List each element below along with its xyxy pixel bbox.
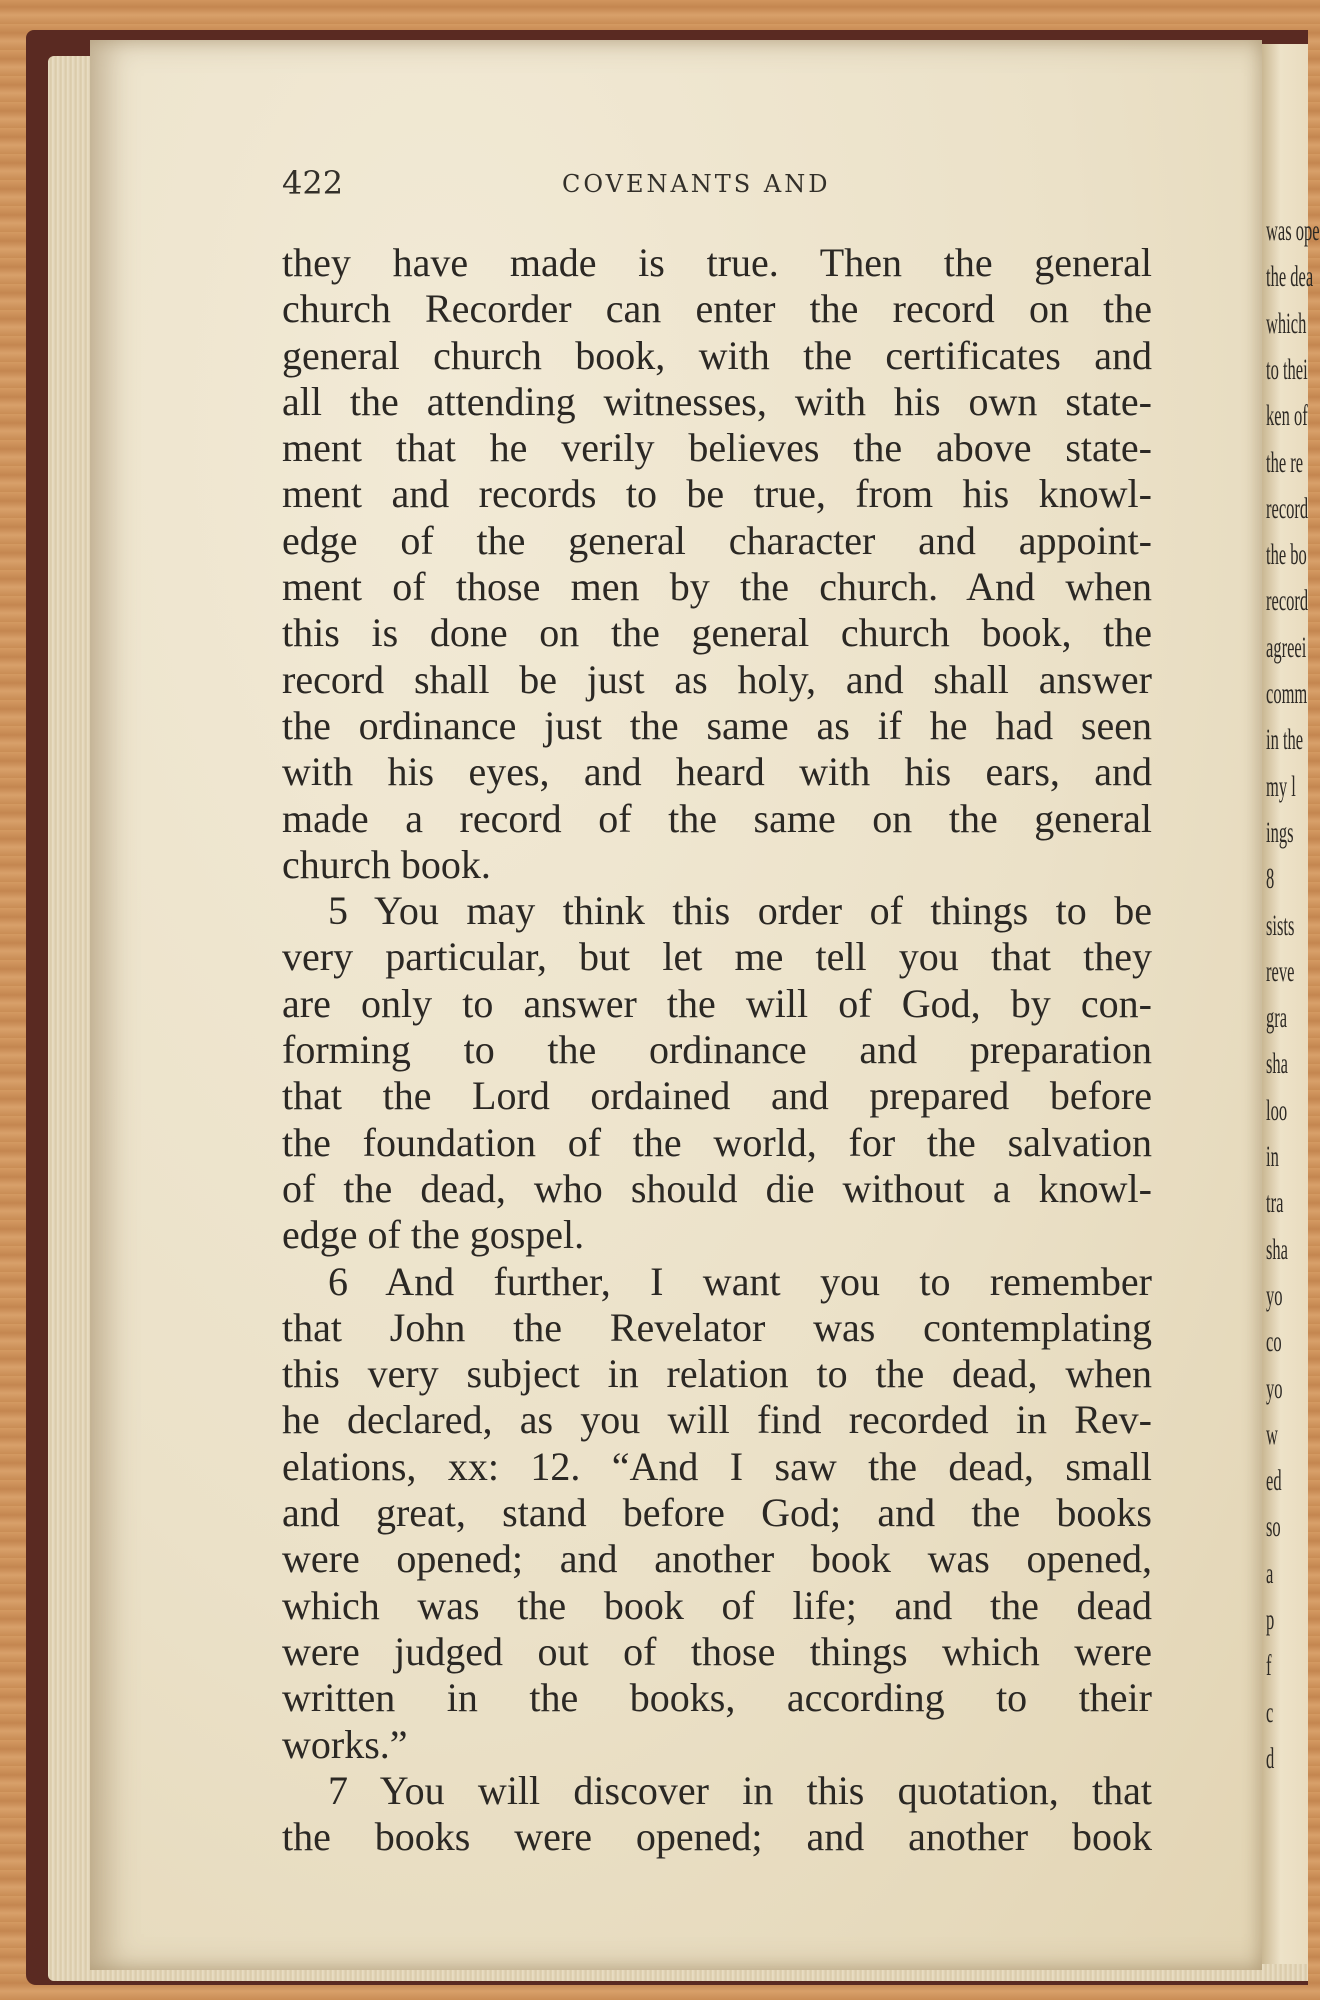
next-page-fragment: yo	[1266, 1278, 1283, 1312]
text-line: the foundation of the world, for the salvation	[282, 1119, 1152, 1165]
text-line: works.”	[282, 1721, 408, 1767]
text-line: this very subject in relation to the dead, when	[282, 1351, 1152, 1397]
text-line: made a record of the same on the general	[282, 795, 1152, 841]
body-text	[282, 240, 1152, 1860]
text-line: written in the books, according to their	[282, 1675, 1152, 1721]
text-line: forming to the ordinance and preparation	[282, 1027, 1152, 1073]
next-page-fragment: yo	[1266, 1371, 1283, 1405]
next-page-fragment: 8	[1266, 862, 1275, 896]
next-page-fragment: ings	[1266, 815, 1294, 849]
next-page-fragment: in the	[1266, 723, 1304, 757]
next-page-fragment: loo	[1266, 1093, 1288, 1127]
text-line: are only to answer the will of God, by con-	[282, 980, 1152, 1026]
next-page-fragment: record	[1266, 491, 1309, 525]
text-line: were opened; and another book was opened,	[282, 1536, 1152, 1582]
next-page-fragment: record	[1266, 584, 1309, 618]
next-page-fragment: to thei	[1266, 352, 1308, 386]
text-line: which was the book of life; and the dead	[282, 1582, 1152, 1628]
next-page-fragment: comm	[1266, 677, 1308, 710]
text-line: he declared, as you will find recorded in Rev-	[282, 1397, 1152, 1443]
next-page-fragment: the bo	[1266, 538, 1307, 572]
next-page-fragment: ed	[1266, 1464, 1282, 1498]
text-line: that John the Revelator was contemplating	[282, 1304, 1152, 1350]
text-line: ment that he verily believes the above state-	[282, 425, 1152, 471]
next-page-fragment: f	[1266, 1649, 1272, 1683]
next-page-fragment: reve	[1266, 954, 1295, 988]
next-page-fragment: agreei	[1266, 630, 1307, 664]
next-page-fragment: sha	[1266, 1232, 1288, 1266]
text-line: this is done on the general church book, the	[282, 610, 1152, 656]
text-line: the ordinance just the same as if he had seen	[282, 702, 1152, 748]
text-line: church book.	[282, 841, 491, 887]
next-page-fragment: d	[1266, 1741, 1275, 1775]
text-line: and great, stand before God; and the books	[282, 1490, 1152, 1536]
text-line: with his eyes, and heard with his ears, and	[282, 749, 1152, 795]
next-page-fragment: so	[1266, 1510, 1281, 1544]
next-page-fragment: the re	[1266, 445, 1304, 479]
next-page-fragment: a	[1266, 1556, 1274, 1590]
text-line: were judged out of those things which were	[282, 1628, 1152, 1674]
text-line: very particular, but let me tell you that they	[282, 934, 1152, 980]
next-page-fragment: sha	[1266, 1047, 1288, 1081]
text-line: record shall be just as holy, and shall answer	[282, 656, 1152, 702]
text-line: church Recorder can enter the record on the	[282, 286, 1152, 332]
next-page-fragment: co	[1266, 1325, 1282, 1359]
running-head: COVENANTS AND	[562, 170, 831, 198]
next-page-fragment: w	[1266, 1417, 1278, 1451]
next-page-edge	[1262, 44, 1320, 1964]
text-line: 5 You may think this order of things to be	[328, 888, 1152, 934]
next-page-fragment: my l	[1266, 769, 1296, 803]
next-page-fragment: which	[1266, 306, 1307, 340]
next-page-fragment: c	[1266, 1695, 1274, 1729]
text-line: that the Lord ordained and prepared before	[282, 1073, 1152, 1119]
text-line: edge of the general character and appoint-	[282, 517, 1152, 563]
page-header	[282, 164, 1152, 208]
text-line: the books were opened; and another book	[282, 1814, 1152, 1860]
text-line: edge of the gospel.	[282, 1212, 585, 1258]
next-page-fragment: was ope	[1266, 214, 1320, 247]
page-number: 422	[282, 164, 344, 202]
next-page-fragment: sists	[1266, 908, 1295, 942]
text-line: general church book, with the certificates and	[282, 332, 1152, 378]
text-line: 7 You will discover in this quotation, that	[328, 1767, 1152, 1813]
text-line: ment of those men by the church. And when	[282, 564, 1152, 610]
text-line: elations, xx: 12. “And I saw the dead, small	[282, 1443, 1152, 1489]
text-line: all the attending witnesses, with his own state-	[282, 378, 1152, 424]
next-page-fragment: the dea	[1266, 260, 1314, 294]
next-page-fragment: tra	[1266, 1186, 1284, 1220]
next-page-fragment: gra	[1266, 1001, 1288, 1035]
text-line: they have made is true. Then the general	[282, 240, 1152, 285]
next-page-fragment: p	[1266, 1603, 1275, 1636]
text-line: 6 And further, I want you to remember	[328, 1258, 1152, 1304]
next-page-fragment: in	[1266, 1140, 1279, 1173]
text-line: ment and records to be true, from his knowl-	[282, 471, 1152, 517]
text-line: of the dead, who should die without a knowl-	[282, 1165, 1152, 1211]
next-page-fragment: ken of	[1266, 399, 1308, 433]
